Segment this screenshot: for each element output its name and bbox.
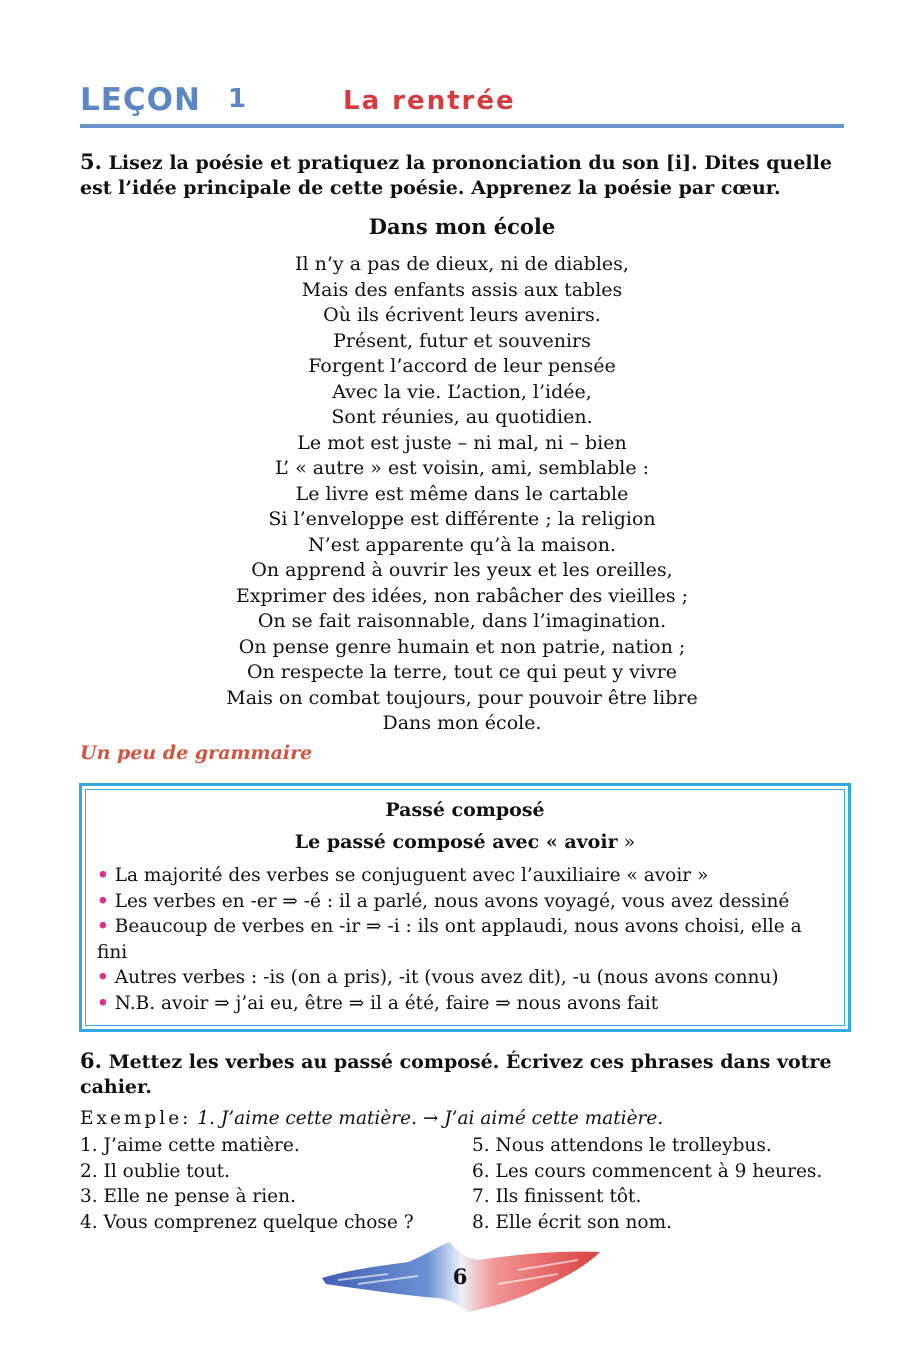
grammar-box-title: Passé composé (385, 799, 545, 821)
list-item: 2. Il oublie tout. (80, 1160, 230, 1182)
poem-line: Présent, futur et souvenirs (333, 329, 591, 352)
bullet-icon: • (97, 967, 109, 988)
grammar-box (79, 783, 851, 1032)
poem-line: Le mot est juste – ni mal, ni – bien (297, 431, 627, 454)
exercise-5-instruction: 5. Lisez la poésie et pratiquez la prononciation du son [i]. Dites quelle est l’idée principale de cette poésie. Apprenez la poésie par cœur. (80, 149, 832, 199)
poem-line: On se fait raisonnable, dans l’imagination. (257, 610, 667, 632)
list-item: • La majorité des verbes se conjuguent avec l’auxiliaire « avoir » (97, 865, 709, 886)
list-item: 5. Nous attendons le trolleybus. (472, 1135, 772, 1156)
grammar-rules-list (97, 863, 832, 1016)
poem-line: On apprend à ouvrir les yeux et les oreilles, (251, 559, 673, 581)
poem-line: Où ils écrivent leurs avenirs. (323, 304, 601, 326)
list-item: 8. Elle écrit son nom. (472, 1211, 672, 1233)
list-item: • N.B. avoir ⇒ j’ai eu, être ⇒ il a été, faire ⇒ nous avons fait (97, 992, 659, 1014)
exercise-6-instruction: 6. Mettez les verbes au passé composé. Écrivez ces phrases dans votre cahier. (80, 1048, 832, 1098)
grammar-section-heading: Un peu de grammaire (80, 742, 313, 764)
lesson-title: La rentrée (343, 86, 516, 116)
poem-line: On pense genre humain et non patrie, nation ; (238, 635, 686, 658)
lesson-label: LEÇON (80, 82, 201, 118)
poem-line: Forgent l’accord de leur pensée (308, 355, 616, 377)
poem-line: Mais des enfants assis aux tables (301, 278, 623, 301)
grammar-box-inner (85, 789, 845, 1026)
poem-line: Avec la vie. L’action, l’idée, (332, 380, 592, 403)
page-number: 6 (452, 1264, 468, 1289)
lesson-number: 1 (228, 84, 247, 114)
list-item: • Les verbes en -er ⇒ -é : il a parlé, nous avons voyagé, vous avez dessiné (97, 890, 790, 912)
bullet-icon: • (97, 992, 109, 1014)
poem-line: Exprimer des idées, non rabâcher des vieilles ; (235, 584, 689, 607)
example-text: 1. J’aime cette matière. → J’ai aimé cette matière. (197, 1108, 664, 1129)
list-item: 4. Vous comprenez quelque chose ? (80, 1211, 414, 1233)
exercise-6-number: 6. (80, 1048, 102, 1073)
exercise-6-example (80, 1108, 663, 1129)
poem-title: Dans mon école (368, 214, 556, 239)
list-item: • Autres verbes : -is (on a pris), -it (vous avez dit), -u (nous avons connu) (97, 967, 779, 988)
bullet-icon: • (97, 916, 109, 937)
list-item: 6. Les cours commencent à 9 heures. (472, 1160, 823, 1182)
poem-line: Le livre est même dans le cartable (295, 482, 629, 505)
list-item: 7. Ils finissent tôt. (472, 1186, 642, 1207)
poem-line: N’est apparente qu’à la maison. (308, 533, 616, 556)
bullet-icon: • (97, 890, 109, 912)
poem-body (80, 252, 844, 737)
poem-line: On respecte la terre, tout ce qui peut y vivre (246, 661, 678, 683)
exercise-6-items-right (472, 1133, 822, 1235)
exercise-6-items-left (80, 1133, 414, 1235)
poem-line: Si l’enveloppe est différente ; la religion (268, 508, 656, 530)
header-divider (80, 124, 844, 128)
poem-line: L’ « autre » est voisin, ami, semblable : (274, 457, 650, 479)
list-item: 3. Elle ne pense à rien. (80, 1186, 296, 1207)
list-item: • Beaucoup de verbes en -ir ⇒ -i : ils ont applaudi, nous avons choisi, elle a fini (97, 916, 802, 963)
exercise-5-number: 5. (80, 149, 102, 174)
lesson-header (80, 82, 844, 122)
list-item: 1. J’aime cette matière. (80, 1135, 300, 1156)
bullet-icon: • (97, 865, 109, 886)
poem-line: Il n’y a pas de dieux, ni de diables, (295, 253, 629, 275)
poem-line: Mais on combat toujours, pour pouvoir être libre (226, 686, 698, 709)
poem-line: Sont réunies, au quotidien. (331, 406, 593, 428)
poem-line: Dans mon école. (382, 712, 542, 734)
grammar-box-subtitle: Le passé composé avec « avoir » (294, 831, 636, 853)
example-label: Exemple: (80, 1108, 192, 1129)
